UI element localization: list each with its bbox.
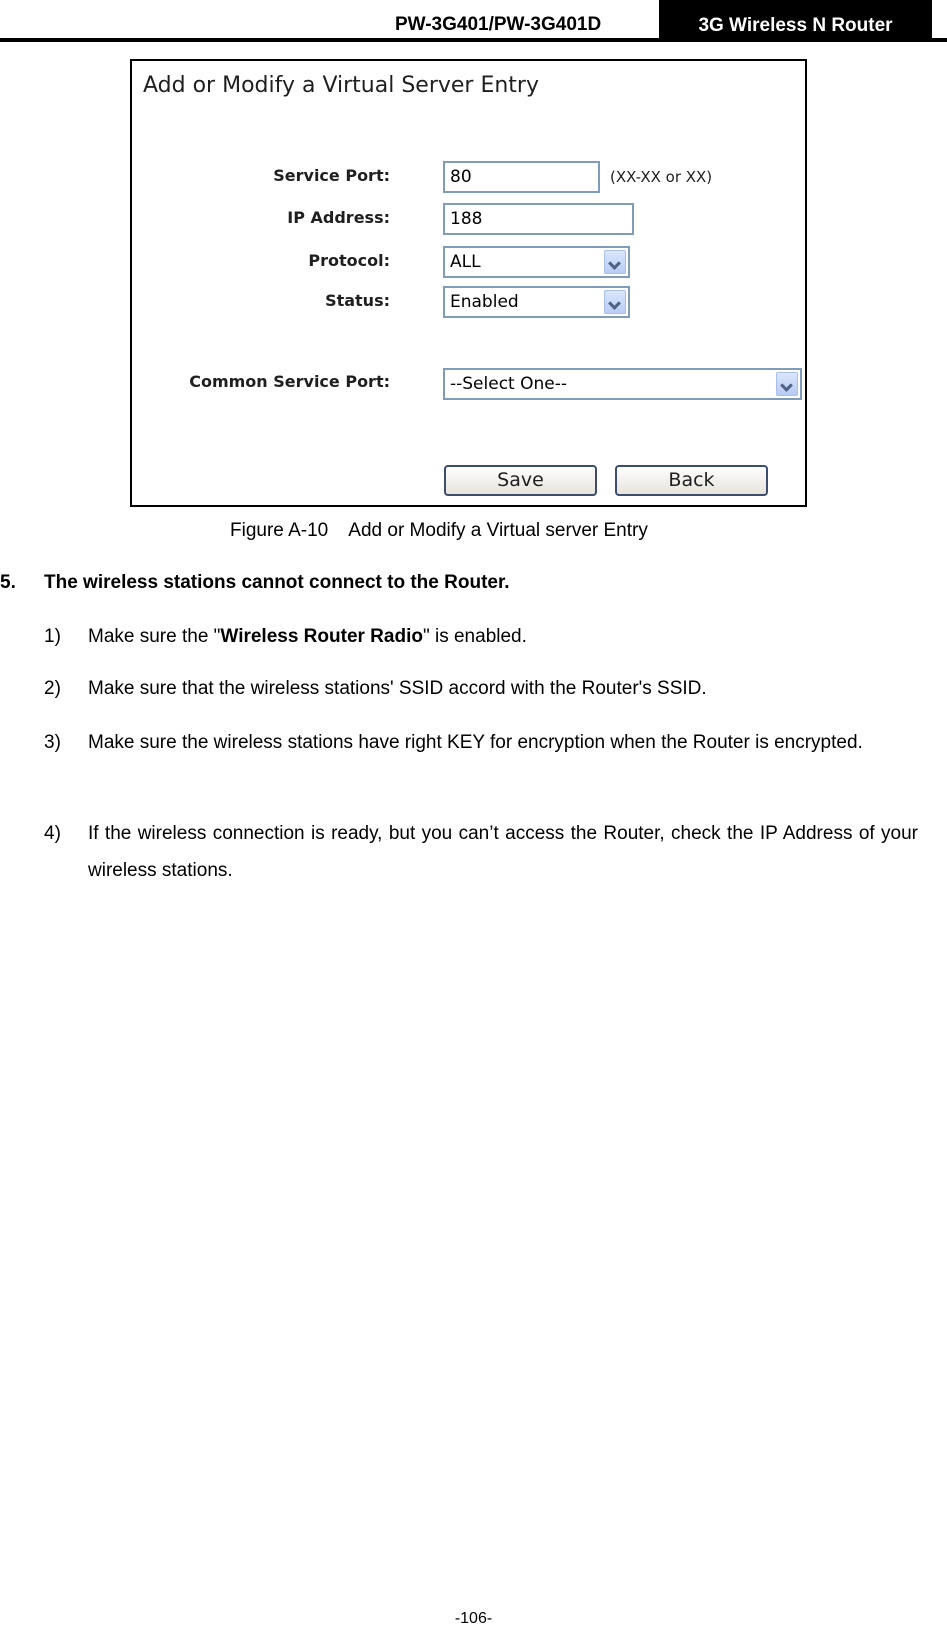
service-port-input[interactable]: 80 xyxy=(443,161,600,193)
list-item xyxy=(44,618,918,655)
back-button[interactable]: Back xyxy=(615,465,768,496)
service-port-hint: (XX-XX or XX) xyxy=(610,168,713,186)
list-item xyxy=(44,815,918,889)
protocol-label: Protocol: xyxy=(308,251,390,270)
common-service-port-select[interactable] xyxy=(443,368,802,400)
header-divider xyxy=(0,38,947,42)
section-number: 5. xyxy=(0,572,16,593)
section-title: The wireless stations cannot connect to the Router. xyxy=(44,572,510,593)
figure-caption: Figure A-10 Add or Modify a Virtual server Entry xyxy=(230,520,648,541)
status-label: Status: xyxy=(325,291,390,310)
list-item-text: Make sure the wireless stations have right KEY for encryption when the Router is encrypted. xyxy=(88,732,863,753)
status-select[interactable] xyxy=(443,286,630,318)
list-item xyxy=(44,724,918,761)
list-item-number: 2) xyxy=(44,678,61,699)
list-item xyxy=(44,670,918,707)
protocol-selected-value: ALL xyxy=(450,252,481,272)
list-item-text xyxy=(88,618,918,655)
list-item-text-start: Make sure the " xyxy=(88,626,221,647)
list-item-text: Make sure that the wireless stations' SSID accord with the Router's SSID. xyxy=(88,678,707,699)
status-selected-value: Enabled xyxy=(450,292,519,312)
list-item-text-end: " is enabled. xyxy=(422,626,527,647)
list-item-number: 3) xyxy=(44,732,61,753)
save-button[interactable]: Save xyxy=(444,465,597,496)
common-service-port-label: Common Service Port: xyxy=(189,372,390,391)
virtual-server-entry-screenshot xyxy=(130,59,807,507)
form-title: Add or Modify a Virtual Server Entry xyxy=(143,73,539,98)
list-item-number: 4) xyxy=(44,823,61,844)
list-item-emphasis: Wireless Router Radio xyxy=(220,626,423,647)
chevron-down-icon[interactable] xyxy=(604,290,626,314)
protocol-select[interactable] xyxy=(443,246,630,278)
document-model-name: PW-3G401/PW-3G401D xyxy=(395,14,602,35)
list-item-text: If the wireless connection is ready, but you can’t access the Router, check the IP Address of your wireless stations. xyxy=(88,823,918,881)
ip-address-input[interactable]: 188 xyxy=(443,203,634,235)
common-service-port-selected-value: --Select One-- xyxy=(450,374,567,394)
ip-address-label: IP Address: xyxy=(287,208,390,227)
service-port-label: Service Port: xyxy=(273,166,390,185)
document-product-tab: 3G Wireless N Router xyxy=(659,0,932,40)
page-number: -106- xyxy=(454,1610,493,1627)
chevron-down-icon[interactable] xyxy=(604,250,626,274)
list-item-number: 1) xyxy=(44,626,61,647)
chevron-down-icon[interactable] xyxy=(776,372,798,396)
